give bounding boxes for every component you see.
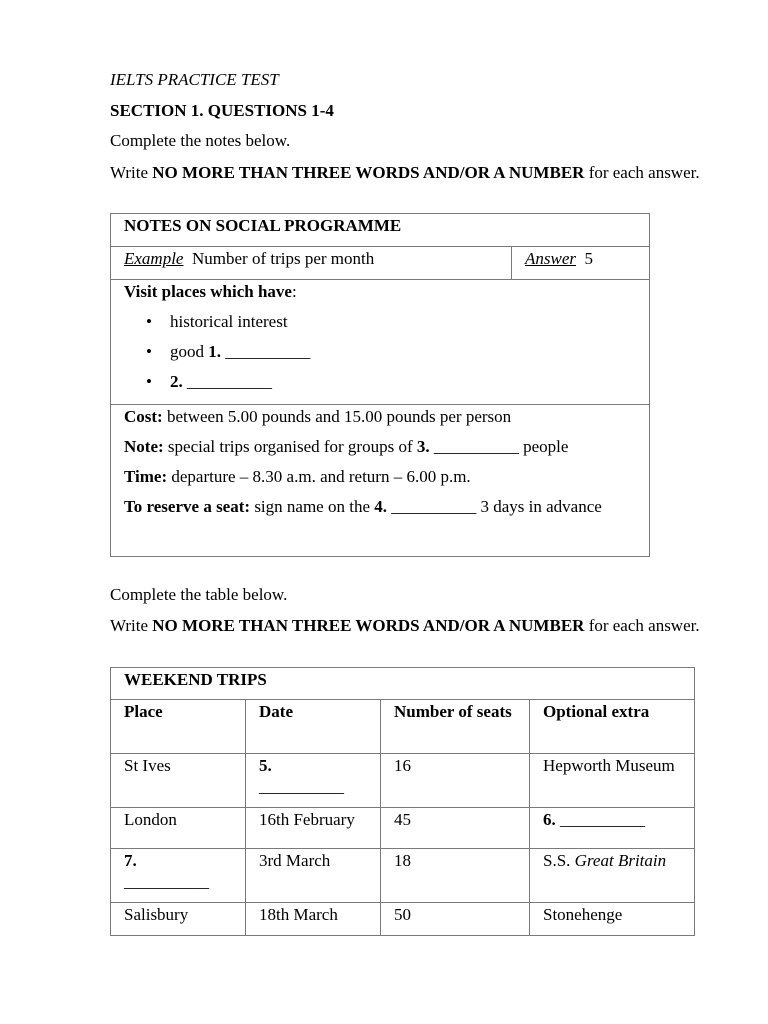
word-limit-instruction [110,162,710,183]
answer-blank[interactable]: __________ [221,342,311,361]
place-cell [111,849,246,903]
answer-value: 5 [584,249,593,268]
reserve-line [124,496,636,517]
table-row [111,808,695,849]
table-row [111,754,695,808]
bullet-text: historical interest [170,312,288,331]
answer-blank[interactable]: __________ [124,872,209,891]
example-text: Number of trips per month [191,249,375,268]
visit-list [124,311,636,392]
extra-cell: Stonehenge [530,903,695,936]
weekend-title: WEEKEND TRIPS [111,668,695,700]
table-row [111,903,695,936]
table-instruction: Complete the table below. [110,585,288,604]
example-row [111,247,650,280]
note-text: special trips organised for groups of [163,437,417,456]
notes-title: NOTES ON SOCIAL PROGRAMME [111,214,650,247]
question-number: 5. [259,756,272,775]
notes-table [110,213,650,557]
cost-text: between 5.00 pounds and 15.00 pounds per person [162,407,512,426]
list-item [124,371,636,392]
note-label: Note: [124,437,164,456]
info-row [111,405,650,557]
date-cell: 16th February [246,808,381,849]
extra-cell [530,849,695,903]
place-cell: London [111,808,246,849]
visit-label: Visit places which have [124,282,292,301]
bullet-text: good [170,342,209,361]
extra-cell: Hepworth Museum [530,754,695,808]
info-cell [111,405,650,557]
bullet-icon: • [146,312,152,331]
date-cell [246,754,381,808]
question-number: 3. [416,437,430,456]
list-item [124,341,636,362]
question-number: 6. [543,810,556,829]
instruction-prefix: Write [110,616,153,635]
column-header-date: Date [246,700,381,754]
extra-italic-text: Great Britain [574,851,667,870]
note-line [124,436,636,457]
time-text: departure – 8.30 a.m. and return – 6.00 p.m. [167,467,471,486]
place-cell [111,754,246,808]
visit-cell [111,280,650,405]
table-word-limit-instruction [110,615,710,636]
extra-cell [530,808,695,849]
cost-line [124,406,636,427]
instruction-suffix: for each answer. [584,616,700,635]
instruction-prefix: Write [110,163,153,182]
instruction-bold: NO MORE THAN THREE WORDS AND/OR A NUMBER [152,616,585,635]
answer-blank[interactable]: __________ people [429,437,569,456]
seats-cell: 50 [381,903,530,936]
date-cell: 18th March [246,903,381,936]
date-cell: 3rd March [246,849,381,903]
answer-blank[interactable]: __________ [555,810,645,829]
table-row [111,849,695,903]
notes-title-row [111,214,650,247]
reserve-text: sign name on the [250,497,375,516]
list-item [124,311,636,332]
weekend-title-row [111,668,695,700]
question-number: 1. [208,342,221,361]
test-title: IELTS PRACTICE TEST [110,70,279,89]
table-header-row [111,700,695,754]
answer-label: Answer [525,249,576,268]
notes-instruction: Complete the notes below. [110,131,291,150]
question-number: 7. [124,851,137,870]
seats-cell: 16 [381,754,530,808]
seats-cell: 18 [381,849,530,903]
column-header-seats: Number of seats [381,700,530,754]
visit-row [111,280,650,405]
place-cell: Salisbury [111,903,246,936]
answer-blank[interactable]: __________ [259,777,344,796]
column-header-extra: Optional extra [530,700,695,754]
column-header-place: Place [111,700,246,754]
example-label: Example [124,249,184,268]
instruction-bold: NO MORE THAN THREE WORDS AND/OR A NUMBER [152,163,585,182]
bullet-icon: • [146,342,152,361]
time-label: Time: [124,467,168,486]
visit-colon: : [291,282,297,301]
answer-cell [512,247,650,280]
reserve-label: To reserve a seat: [124,497,251,516]
place-text: St Ives [124,756,171,775]
section-title: SECTION 1. QUESTIONS 1-4 [110,101,334,120]
extra-text: S.S. [543,851,575,870]
answer-blank[interactable]: __________ 3 days in advance [386,497,602,516]
question-number: 2. [170,372,183,391]
answer-blank[interactable]: __________ [182,372,272,391]
weekend-trips-table [110,667,695,936]
instruction-suffix: for each answer. [584,163,700,182]
cost-label: Cost: [124,407,163,426]
time-line [124,466,636,487]
seats-cell: 45 [381,808,530,849]
bullet-icon: • [146,372,152,391]
example-cell [111,247,512,280]
question-number: 4. [374,497,387,516]
